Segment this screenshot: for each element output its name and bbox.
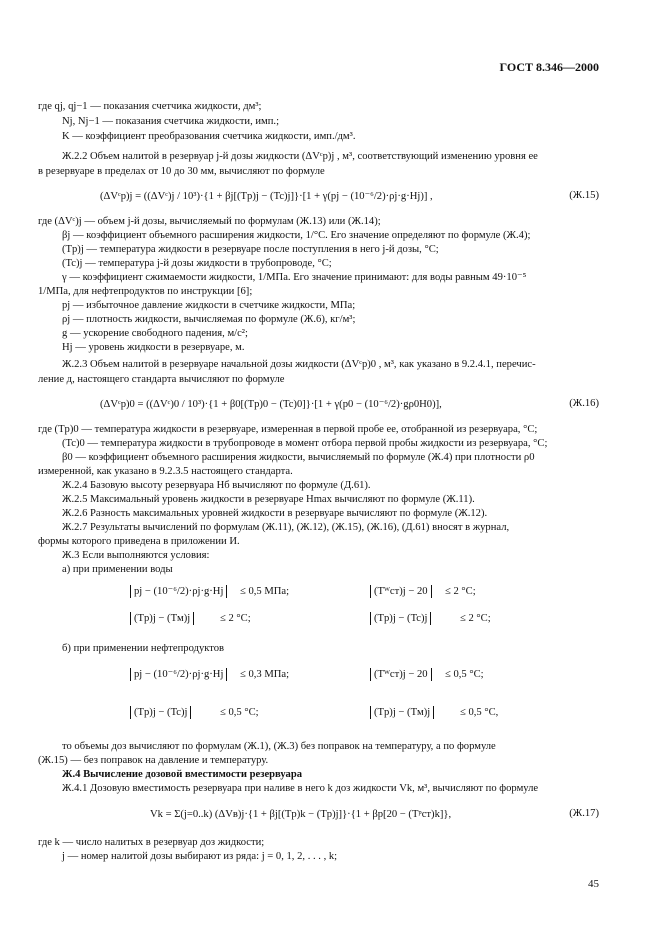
text-line: γ — коэффициент сжимаемости жидкости, 1/МПа. Его значение принимают: для воды равным 49·10⁻⁵ xyxy=(62,272,527,283)
condition-temp-diff: (Tp)j − (Tc)j xyxy=(130,706,191,719)
text-line: 1/МПа, для нефтепродуктов по инструкции [6]; xyxy=(38,286,253,297)
text-line: ρj — плотность жидкости, вычисляемая по формуле (Ж.6), кг/м³; xyxy=(62,314,356,325)
condition-pressure: pj − (10⁻⁶/2)·ρj·g·Hj xyxy=(130,585,227,598)
text-line: Ж.2.3 Объем налитой в резервуаре начальной дозы жидкости (ΔVᶜp)0 , м³, как указано в 9.2.4.1, перечис- xyxy=(62,359,536,370)
document-header: ГОСТ 8.346—2000 xyxy=(499,60,599,74)
condition-pressure: pj − (10⁻⁶/2)·ρj·g·Hj xyxy=(130,668,227,681)
text-line: Ж.2.7 Результаты вычислений по формулам (Ж.11), (Ж.12), (Ж.15), (Ж.16), (Д.61) вносят в журнал, xyxy=(62,522,510,533)
text-line: (Ж.15) — без поправок на давление и температуру. xyxy=(38,755,269,766)
text-line: Ж.2.6 Разность максимальных уровней жидкости в резервуаре вычисляют по формуле (Ж.12). xyxy=(62,508,488,519)
text-line: Ж.3 Если выполняются условия: xyxy=(62,550,210,561)
condition-temp-wall: (Tᵂст)j − 20 xyxy=(370,585,432,598)
condition-temp-diff: (Tp)j − (Tм)j xyxy=(130,612,194,625)
text-line: (Tp)j — температура жидкости в резервуаре после поступления в него j-й дозы, °С; xyxy=(62,244,439,255)
text-line: j — номер налитой дозы выбирают из ряда: j = 0, 1, 2, . . . , k; xyxy=(62,851,338,862)
text-line: то объемы доз вычисляют по формулам (Ж.1), (Ж.3) без поправок на температуру, а по формуле xyxy=(62,741,496,752)
text-line: (Tc)j — температура j-й дозы жидкости в трубопроводе, °С; xyxy=(62,258,332,269)
section-heading: Ж.4 Вычисление дозовой вместимости резервуара xyxy=(62,769,303,780)
condition-temp-wall: (Tᵂст)j − 20 xyxy=(370,668,432,681)
formula-zh15: (ΔVᶜp)j = ((ΔVᶜ)j / 10³)·{1 + βj[(Tp)j − (Tc)j]}·[1 + γ(pj − (10⁻⁶/2)·ρj·g·Hj)] , xyxy=(100,191,433,202)
text-line: pj — избыточное давление жидкости в счетчике жидкости, МПа; xyxy=(62,300,356,311)
text-line: формы которого приведена в приложении И. xyxy=(38,536,240,547)
text-line: Ж.2.5 Максимальный уровень жидкости в резервуаре Hmax вычисляют по формуле (Ж.11). xyxy=(62,494,475,505)
text-line: Ж.4.1 Дозовую вместимость резервуара при наливе в него k доз жидкости Vk, м³, вычисляют по формуле xyxy=(62,783,539,794)
condition-temp-diff: (Tp)j − (Tc)j xyxy=(370,612,431,625)
text-line: βj — коэффициент объемного расширения жидкости, 1/°С. Его значение определяют по формуле (Ж.4); xyxy=(62,230,531,241)
text-line: в резервуаре в пределах от 10 до 30 мм, вычисляют по формуле xyxy=(38,166,325,177)
condition-value: ≤ 2 °С; xyxy=(220,613,251,624)
text-line: β0 — коэффициент объемного расширения жидкости, вычисляемый по формуле (Ж.4) при плотности ρ0 xyxy=(62,452,535,463)
text-line: ление д, настоящего стандарта вычисляют по формуле xyxy=(38,374,285,385)
formula-number: (Ж.17) xyxy=(569,808,599,819)
page-number: 45 xyxy=(588,878,599,890)
condition-value: ≤ 2 °С; xyxy=(460,613,491,624)
text-line: б) при применении нефтепродуктов xyxy=(62,643,225,654)
formula-number: (Ж.16) xyxy=(569,398,599,409)
condition-temp-diff: (Tp)j − (Tм)j xyxy=(370,706,434,719)
text-line: а) при применении воды xyxy=(62,564,173,575)
text-line: Hj — уровень жидкости в резервуаре, м. xyxy=(62,342,245,353)
text-line: K — коэффициент преобразования счетчика жидкости, имп./дм³. xyxy=(62,131,356,142)
formula-number: (Ж.15) xyxy=(569,190,599,201)
formula-zh16: (ΔVᶜp)0 = ((ΔVᶜ)0 / 10³)·{1 + β0[(Tp)0 − (Tc)0]}·[1 + γ(p0 − (10⁻⁶/2)·gρ0H0)], xyxy=(100,399,442,410)
condition-value: ≤ 0,5 °С, xyxy=(460,707,499,718)
text-line: где (ΔVᶜ)j — объем j-й дозы, вычисляемый по формулам (Ж.13) или (Ж.14); xyxy=(38,216,381,227)
text-line: где k — число налитых в резервуар доз жидкости; xyxy=(38,837,265,848)
text-line: Ж.2.4 Базовую высоту резервуара Hб вычисляют по формуле (Д.61). xyxy=(62,480,371,491)
condition-value: ≤ 0,5 °С; xyxy=(220,707,259,718)
text-line: g — ускорение свободного падения, м/с²; xyxy=(62,328,248,339)
text-line: (Tc)0 — температура жидкости в трубопроводе в момент отбора первой пробы жидкости из резервуара, °С; xyxy=(62,438,548,449)
text-line: измеренной, как указано в 9.2.3.5 настоящего стандарта. xyxy=(38,466,293,477)
text-line: Ж.2.2 Объем налитой в резервуар j-й дозы жидкости (ΔVᶜp)j , м³, соответствующий изменению уровня ее xyxy=(62,151,538,162)
formula-zh17: Vk = Σ(j=0..k) (ΔVв)j·{1 + βj[(Tp)k − (Tp)j]}·{1 + βp[20 − (Tᵖст)k]}, xyxy=(150,809,452,820)
text-line: где (Tp)0 — температура жидкости в резервуаре, измеренная в первой пробе ее, отобранной из резервуара, °С; xyxy=(38,424,538,435)
text-line: Nj, Nj−1 — показания счетчика жидкости, имп.; xyxy=(62,116,280,127)
condition-value: ≤ 0,5 °С; xyxy=(445,669,484,680)
condition-value: ≤ 2 °С; xyxy=(445,586,476,597)
condition-value: ≤ 0,5 МПа; xyxy=(240,586,290,597)
condition-value: ≤ 0,3 МПа; xyxy=(240,669,290,680)
text-line: где qj, qj−1 — показания счетчика жидкости, дм³; xyxy=(38,101,262,112)
